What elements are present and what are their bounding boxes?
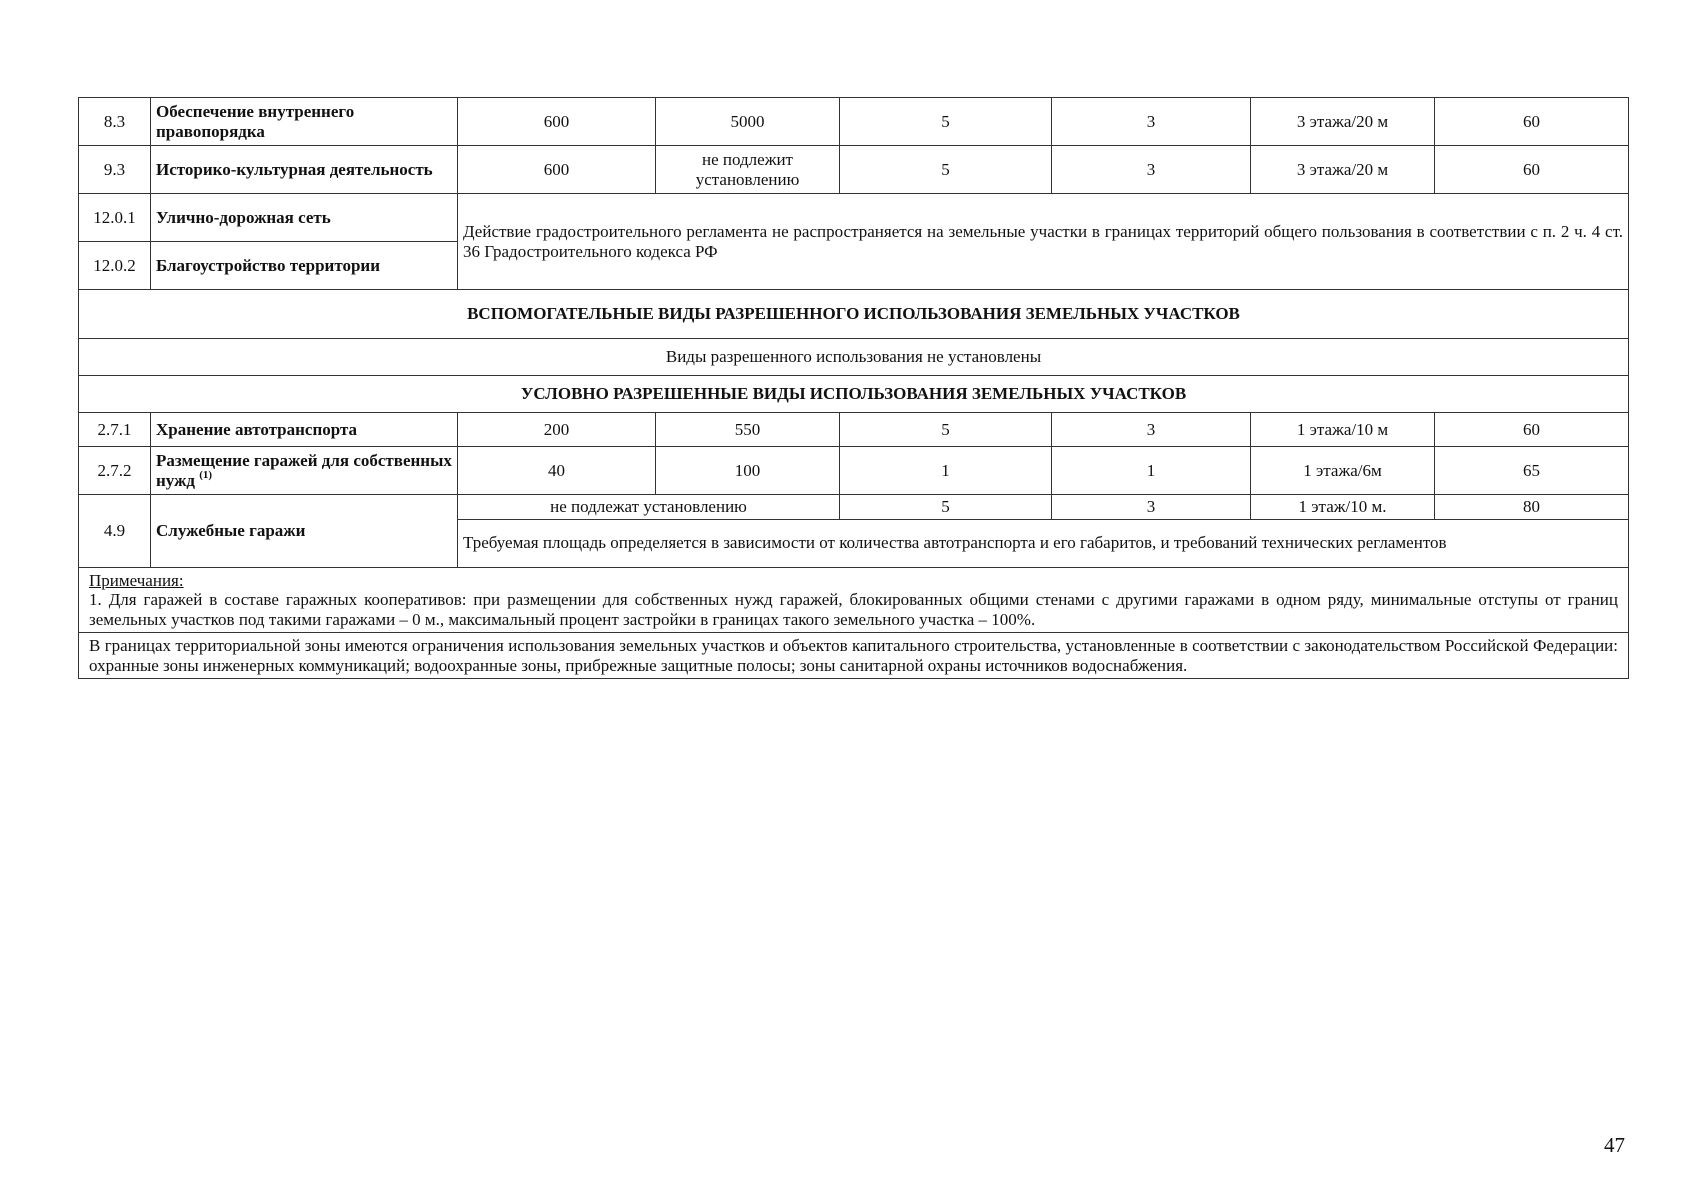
code-cell: 12.0.2 bbox=[79, 242, 151, 290]
setback-cell: 5 bbox=[840, 495, 1052, 520]
use-name-cell: Благоустройство территории bbox=[151, 242, 458, 290]
setback-cell: 5 bbox=[840, 413, 1052, 447]
auxiliary-note-cell: Виды разрешенного использования не установлены bbox=[79, 339, 1629, 376]
use-name-cell bbox=[151, 447, 458, 495]
section-header-row bbox=[79, 376, 1629, 413]
zoning-regulations-table bbox=[78, 97, 1629, 679]
coverage-cell: 60 bbox=[1435, 413, 1629, 447]
setback-cell: 5 bbox=[840, 98, 1052, 146]
code-cell: 2.7.1 bbox=[79, 413, 151, 447]
setback-cell: 3 bbox=[1052, 495, 1251, 520]
restrictions-cell: В границах территориальной зоны имеются ограничения использования земельных участков и объектов капитального строительства, установленные в соответствии с законодательством Российской Федерации: охранные зоны инженерных коммуникаций; водоохранные зоны, прибрежные защитные полосы; зоны санитарной охраны источников водоснабжения. bbox=[79, 633, 1629, 679]
page-number: 47 bbox=[1604, 1133, 1625, 1157]
use-name-cell: Улично-дорожная сеть bbox=[151, 194, 458, 242]
height-cell: 1 этаж/10 м. bbox=[1251, 495, 1435, 520]
use-name-cell: Служебные гаражи bbox=[151, 495, 458, 568]
setback-cell: 1 bbox=[1052, 447, 1251, 495]
min-area-cell: 200 bbox=[458, 413, 656, 447]
code-cell: 2.7.2 bbox=[79, 447, 151, 495]
setback-cell: 3 bbox=[1052, 413, 1251, 447]
max-area-cell: 100 bbox=[656, 447, 840, 495]
table-row bbox=[79, 146, 1629, 194]
setback-cell: 1 bbox=[840, 447, 1052, 495]
restrictions-row bbox=[79, 633, 1629, 679]
footnote-ref: (1) bbox=[199, 468, 213, 481]
max-area-cell: 5000 bbox=[656, 98, 840, 146]
section-title-conditional: УСЛОВНО РАЗРЕШЕННЫЕ ВИДЫ ИСПОЛЬЗОВАНИЯ ЗЕМЕЛЬНЫХ УЧАСТКОВ bbox=[79, 376, 1629, 413]
coverage-cell: 60 bbox=[1435, 146, 1629, 194]
notes-text: 1. Для гаражей в составе гаражных кооперативов: при размещении для собственных нужд гаражей, блокированных общими стенами с другими гаражами в одном ряду, минимальные отступы от границ земельных участков под такими гаражами – 0 м., максимальный процент застройки в границах такого земельного участка – 100%. bbox=[89, 590, 1618, 629]
height-cell: 3 этажа/20 м bbox=[1251, 98, 1435, 146]
height-cell: 3 этажа/20 м bbox=[1251, 146, 1435, 194]
coverage-cell: 65 bbox=[1435, 447, 1629, 495]
notes-row bbox=[79, 567, 1629, 633]
code-cell: 12.0.1 bbox=[79, 194, 151, 242]
code-cell: 9.3 bbox=[79, 146, 151, 194]
use-name-cell: Обеспечение внутреннего правопорядка bbox=[151, 98, 458, 146]
use-name-cell: Историко-культурная деятельность bbox=[151, 146, 458, 194]
table-row bbox=[79, 495, 1629, 520]
requirement-cell: Требуемая площадь определяется в зависимости от количества автотранспорта и его габаритов, и требований технических регламентов bbox=[458, 519, 1629, 567]
table-row bbox=[79, 339, 1629, 376]
max-area-cell: не подлежит установлению bbox=[656, 146, 840, 194]
table-row bbox=[79, 194, 1629, 242]
setback-cell: 5 bbox=[840, 146, 1052, 194]
min-area-cell: 600 bbox=[458, 146, 656, 194]
setback-cell: 3 bbox=[1052, 98, 1251, 146]
section-header-row bbox=[79, 290, 1629, 339]
code-cell: 8.3 bbox=[79, 98, 151, 146]
notes-title: Примечания: bbox=[89, 570, 184, 590]
use-name-text: Размещение гаражей для собственных нужд bbox=[156, 450, 452, 490]
section-title-auxiliary: ВСПОМОГАТЕЛЬНЫЕ ВИДЫ РАЗРЕШЕННОГО ИСПОЛЬЗОВАНИЯ ЗЕМЕЛЬНЫХ УЧАСТКОВ bbox=[79, 290, 1629, 339]
use-name-cell: Хранение автотранспорта bbox=[151, 413, 458, 447]
setback-cell: 3 bbox=[1052, 146, 1251, 194]
min-area-cell: 40 bbox=[458, 447, 656, 495]
area-cell: не подлежат установлению bbox=[458, 495, 840, 520]
table-row bbox=[79, 98, 1629, 146]
table-row bbox=[79, 447, 1629, 495]
notes-cell bbox=[79, 567, 1629, 633]
coverage-cell: 80 bbox=[1435, 495, 1629, 520]
max-area-cell: 550 bbox=[656, 413, 840, 447]
height-cell: 1 этажа/6м bbox=[1251, 447, 1435, 495]
regulation-note-cell: Действие градостроительного регламента не распространяется на земельные участки в границах территорий общего пользования в соответствии с п. 2 ч. 4 ст. 36 Градостроительного кодекса РФ bbox=[458, 194, 1629, 290]
table-row bbox=[79, 413, 1629, 447]
min-area-cell: 600 bbox=[458, 98, 656, 146]
code-cell: 4.9 bbox=[79, 495, 151, 568]
height-cell: 1 этажа/10 м bbox=[1251, 413, 1435, 447]
coverage-cell: 60 bbox=[1435, 98, 1629, 146]
